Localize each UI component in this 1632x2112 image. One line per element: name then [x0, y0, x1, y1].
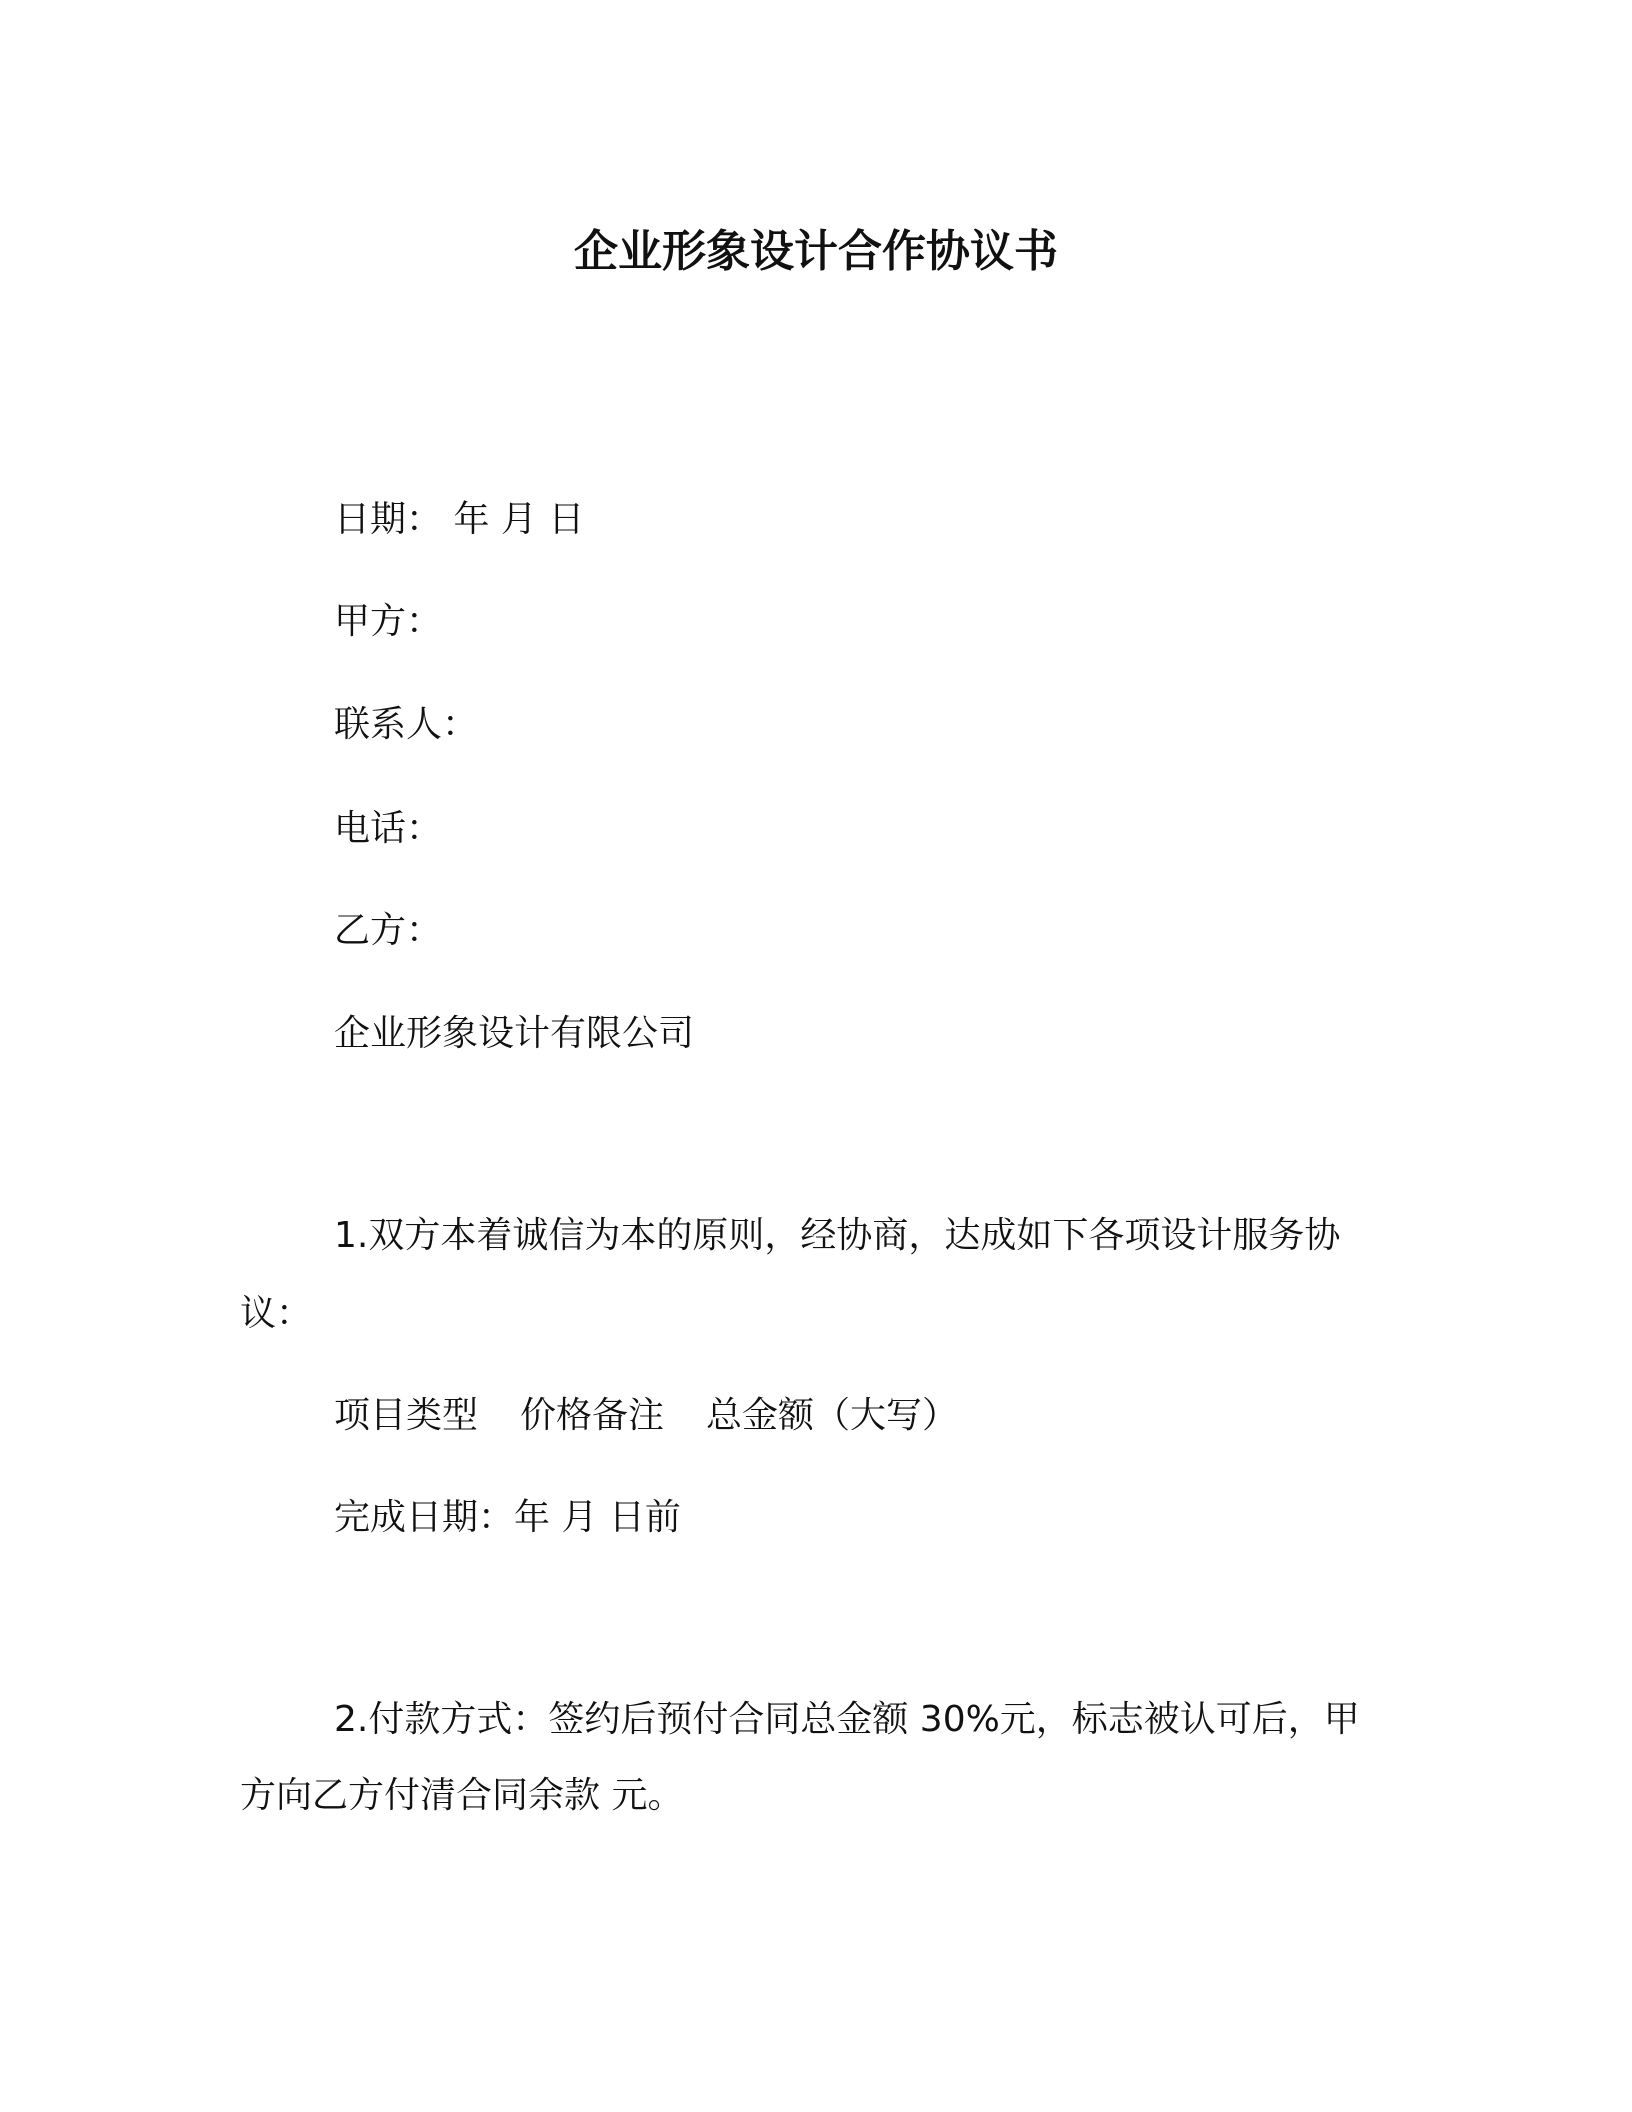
- completion-date: 完成日期：年 月 日前: [334, 1497, 681, 1538]
- company-name: 企业形象设计有限公司: [334, 1013, 695, 1054]
- column-total-amount: 总金额（大写）: [706, 1395, 959, 1436]
- party-a-label: 甲方：: [334, 601, 443, 642]
- document-title: 企业形象设计合作协议书: [574, 226, 1058, 277]
- clause-2-line-2: 方向乙方付清合同余款 元。: [240, 1775, 684, 1816]
- column-price-note: 价格备注: [520, 1395, 665, 1436]
- clause-2-line-1: 2.付款方式：签约后预付合同总金额 30%元，标志被认可后，甲: [334, 1699, 1360, 1740]
- date-line: 日期： 年 月 日: [334, 499, 585, 540]
- clause-1-line-1: 1.双方本着诚信为本的原则，经协商，达成如下各项设计服务协: [334, 1215, 1341, 1256]
- clause-1-line-2: 议：: [240, 1293, 313, 1334]
- service-table-header: [334, 1392, 958, 1440]
- phone-label: 电话：: [334, 808, 443, 849]
- party-b-label: 乙方：: [334, 910, 443, 951]
- contact-label: 联系人：: [334, 704, 479, 745]
- column-project-type: 项目类型: [334, 1395, 479, 1436]
